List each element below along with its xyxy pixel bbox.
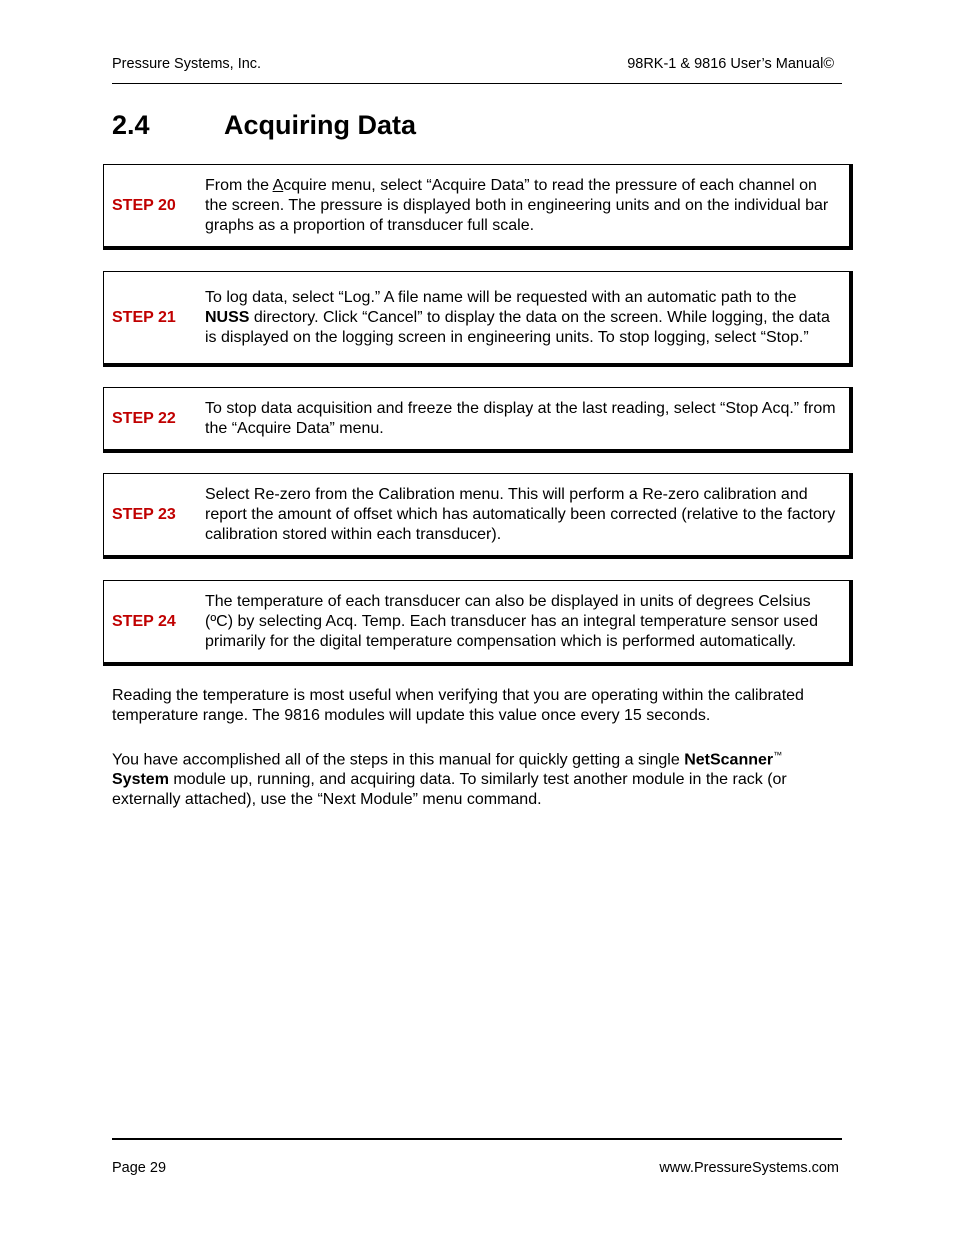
step-label: STEP 20 <box>112 196 176 214</box>
step-box-23 <box>103 473 853 559</box>
step-label: STEP 24 <box>112 612 176 630</box>
step-text: From the Acquire menu, select “Acquire Data” to read the pressure of each channel on the screen. The pressure is displayed both in engineering units and on the individual bar graphs as a proportion of transducer full scale. <box>205 176 829 234</box>
step-text: Select Re-zero from the Calibration menu. This will perform a Re-zero calibration and report the amount of offset which has automatically been corrected (relative to the factory calibration stored within each transducer). <box>205 485 836 543</box>
step-box-20 <box>103 164 853 250</box>
step-label: STEP 23 <box>112 505 176 523</box>
header-company: Pressure Systems, Inc. <box>112 56 262 72</box>
footer-website: www.PressureSystems.com <box>659 1160 839 1176</box>
header-manual-title: 98RK-1 & 9816 User’s Manual© <box>627 56 834 72</box>
header-divider <box>112 83 842 84</box>
step-text: The temperature of each transducer can also be displayed in units of degrees Celsius (ºC) by selecting Acq. Temp. Each transducer has an integral temperature sensor used primarily for the digital temperature compensation which is performed automatically. <box>205 592 818 650</box>
footer-page-number: Page 29 <box>112 1160 167 1176</box>
section-heading: Acquiring Data <box>224 110 417 140</box>
step-text: To stop data acquisition and freeze the display at the last reading, select “Stop Acq.” from the “Acquire Data” menu. <box>205 399 836 437</box>
step-label: STEP 21 <box>112 308 176 326</box>
footer-divider <box>112 1138 842 1140</box>
step-label: STEP 22 <box>112 409 176 427</box>
step-text: To log data, select “Log.” A file name will be requested with an automatic path to the NUSS directory. Click “Cancel” to display the data on the screen. While logging, the data is displayed on the logging screen in engineering units. To stop logging, select “Stop.” <box>205 288 830 346</box>
section-title <box>112 110 416 141</box>
section-number: 2.4 <box>112 110 150 140</box>
paragraph-temperature: Reading the temperature is most useful when verifying that you are operating within the calibrated temperature range. The 9816 modules will update this value once every 15 seconds. <box>112 687 804 724</box>
step-box-21 <box>103 271 853 367</box>
step-box-22 <box>103 387 853 453</box>
paragraph-summary: You have accomplished all of the steps in this manual for quickly getting a single NetScanner™ System module up, running, and acquiring data. To similarly test another module in the rack (or externally attached), use the “Next Module” menu command. <box>112 750 787 809</box>
step-box-24 <box>103 580 853 666</box>
